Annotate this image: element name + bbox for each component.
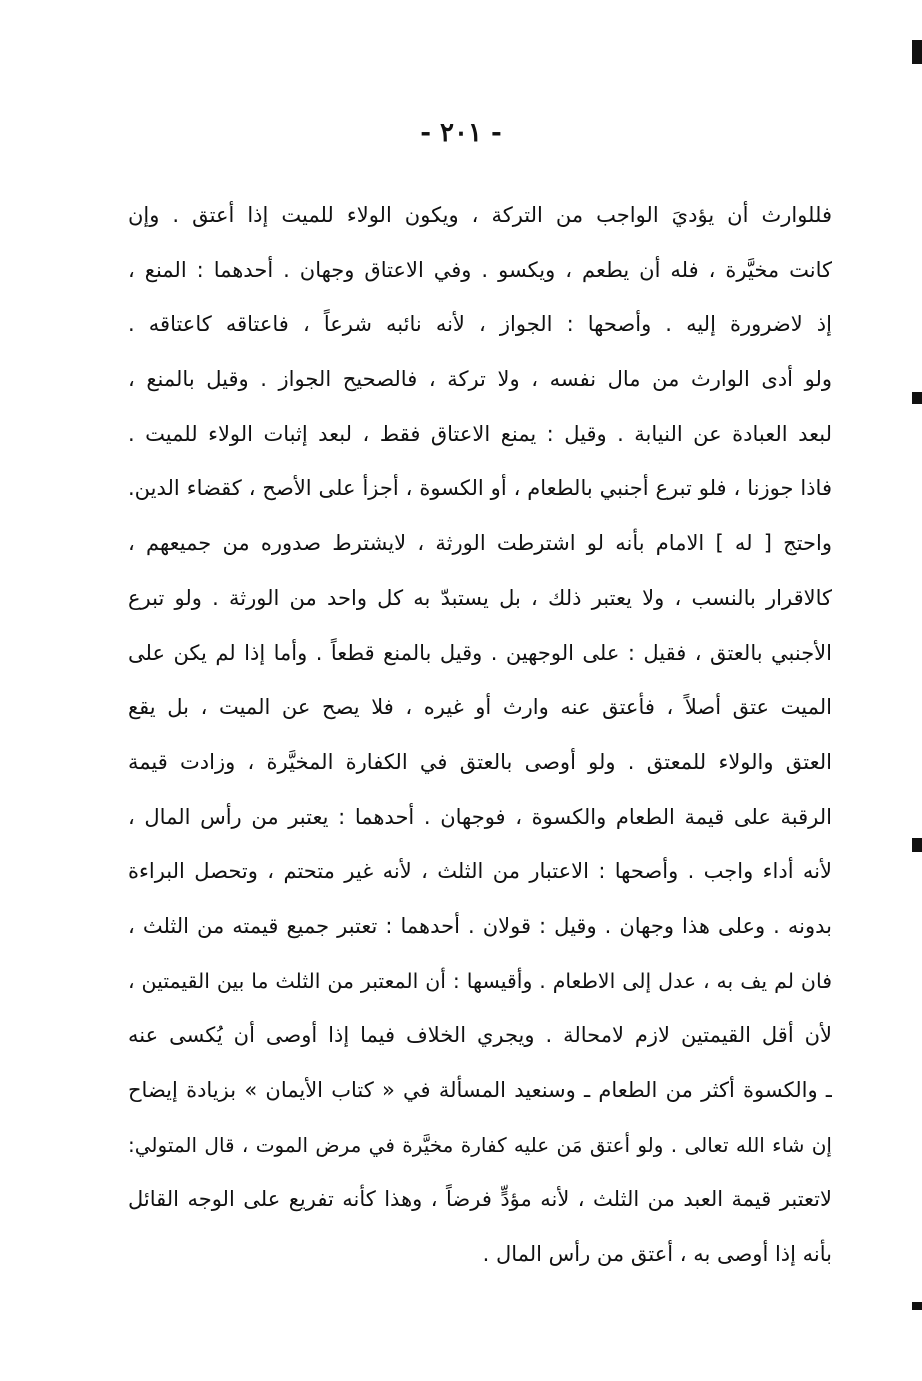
text-line: فللوارث أن يؤديَ الواجب من التركة ، ويكون الولاء للميت إذا أعتق . وإن [128, 203, 832, 227]
scan-edge-mark [912, 838, 922, 852]
scan-edge-mark [912, 40, 922, 64]
text-line: الميت عتق أصلاً ، فأعتق عنه وارث أو غيره ، فلا يصح عن الميت ، بل يقع [128, 695, 832, 720]
text-line: ـ والكسوة أكثر من الطعام ـ وسنعيد المسألة في « كتاب الأيمان » بزيادة إيضاح [128, 1078, 832, 1102]
text-line: لأن أقل القيمتين لازم لامحالة . ويجري الخلاف فيما إذا أوصى أن يُكسى عنه [128, 1023, 832, 1048]
text-line: واحتج [ له ] الامام بأنه لو اشترطت الورثة ، لايشترط صدوره من جميعهم ، [128, 531, 832, 556]
scan-edge-mark [912, 1302, 922, 1310]
text-line: لبعد العبادة عن النيابة . وقيل : يمنع الاعتاق فقط ، لبعد إثبات الولاء للميت . [128, 421, 832, 446]
text-line: لأنه أداء واجب . وأصحها : الاعتبار من الثلث ، لأنه غير متحتم ، وتحصل البراءة [128, 859, 832, 884]
text-line: فاذا جوزنا ، فلو تبرع أجنبي بالطعام ، أو الكسوة ، أجزأ على الأصح ، كقضاء الدين. [128, 476, 832, 501]
text-line: فان لم يف به ، عدل إلى الاطعام . وأقيسها : أن المعتبر من الثلث ما بين القيمتين ، [128, 968, 832, 993]
body-text [128, 188, 832, 1282]
text-line: لاتعتبر قيمة العبد من الثلث ، لأنه مؤدٍّ فرضاً ، وهذا كأنه تفريع على الوجه القائل [128, 1187, 832, 1212]
text-line: إذ لاضرورة إليه . وأصحها : الجواز ، لأنه نائبه شرعاً ، فاعتاقه كاعتاقه . [128, 312, 832, 337]
text-line: بأنه إذا أوصى به ، أعتق من رأس المال . [482, 1242, 832, 1267]
page-number: - ٢٠١ - [420, 118, 502, 148]
text-line: الرقبة على قيمة الطعام والكسوة ، فوجهان . أحدهما : يعتبر من رأس المال ، [128, 804, 832, 829]
text-line: إن شاء الله تعالى . ولو أعتق مَن عليه كفارة مخيَّرة في مرض الموت ، قال المتولي: [128, 1132, 832, 1157]
text-line: الأجنبي بالعتق ، فقيل : على الوجهين . وقيل بالمنع قطعاً . وأما إذا لم يكن على [128, 640, 832, 665]
text-line: ولو أدى الوارث من مال نفسه ، ولا تركة ، فالصحيح الجواز . وقيل بالمنع ، [128, 367, 832, 392]
text-line: بدونه . وعلى هذا وجهان . وقيل : قولان . أحدهما : تعتبر جميع قيمته من الثلث ، [128, 913, 832, 938]
text-line: كالاقرار بالنسب ، ولا يعتبر ذلك ، بل يستبدّ به كل واحد من الورثة . ولو تبرع [128, 585, 832, 610]
text-line: كانت مخيَّرة ، فله أن يطعم ، ويكسو . وفي الاعتاق وجهان . أحدهما : المنع ، [128, 257, 832, 282]
scan-edge-mark [912, 392, 922, 404]
text-line: العتق والولاء للمعتق . ولو أوصى بالعتق في الكفارة المخيَّرة ، وزادت قيمة [128, 749, 832, 774]
